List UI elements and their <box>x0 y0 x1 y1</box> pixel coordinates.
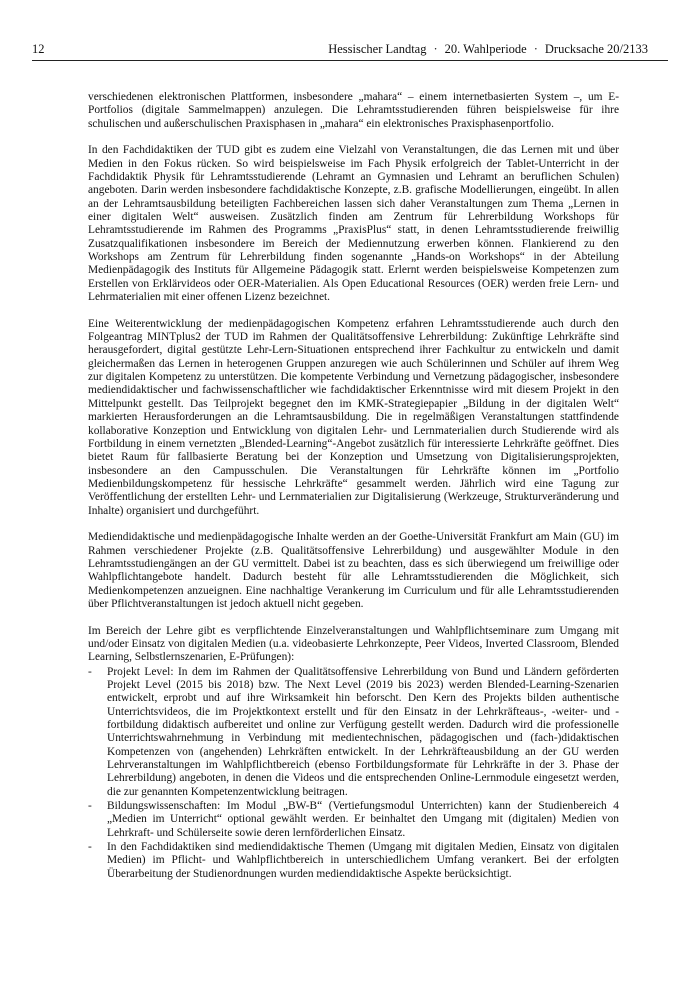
page-number: 12 <box>32 42 45 56</box>
list-dash: - <box>88 841 92 854</box>
list-dash: - <box>88 800 92 813</box>
list-item-text: Bildungswissenschaften: Im Modul „BW-B“ (Vertiefungsmodul Unterrichten) kann der Studienbereich 4 „Medien im Unterricht“ optional gewählt werden. Er beinhaltet den Umgang mit (digitalen) Medien von Lehrkraft- und Schülerseite sowie deren lernförderlichen Einsatz. <box>107 800 619 839</box>
bullet-list <box>88 666 619 882</box>
document-body <box>88 91 619 882</box>
list-dash: - <box>88 665 92 678</box>
list-item-text: Projekt Level: In dem im Rahmen der Qualitätsoffensive Lehrerbildung von Bund und Ländern geförderten Projekt Level (2015 bis 2018) bzw. The Next Level (2019 bis 2023) werden Blended-Learning-Szenarien entwickelt, erprobt und auf ihre Wirksamkeit hin beforscht. Den Kern des Projekts bilden authentische Unterrichtsvideos, die im Projektkontext erstellt und für den Einsatz in der Lehrkräfteaus-, -weiter- und -fortbildung didaktisch aufbereitet und online zur Verfügung gestellt werden. Dadurch wird die professionelle Unterrichtswahrnehmung in Verbindung mit medientechnischen, pädagogischen und (fach-)didaktischen Kompetenzen von (angehenden) Lehrkräften entwickelt. In der Lehrkräfteausbildung an der GU werden Lehrveranstaltungen im Wahlpflichtbereich (ebenso Fortbildungsformate für Lehrkräfte in der 3. Phase der Lehrerbildung) angeboten, in denen die Videos und die entsprechenden Online-Lernmodule eingesetzt werden, die zur genannten Kompetenzentwicklung beitragen. <box>107 665 619 798</box>
page-header <box>32 40 668 61</box>
legislative-period: 20. Wahlperiode <box>444 42 527 56</box>
list-item-projekt-level <box>88 666 619 799</box>
paragraph-fachdidaktiken: In den Fachdidaktiken der TUD gibt es zudem eine Vielzahl von Veranstaltungen, die das Lernen mit und über Medien in den Fokus rücken. So wird beispielsweise im Fach Physik erfolgreich der Tablet-Unterricht in der Fachdidaktik Physik für Lehramtsstudierende (Lehramt an Gymnasien und Lehramt an beruflichen Schulen) angeboten. Darin werden insbesondere fachdidaktische Konzepte, z.B. grafische Modellierungen, eingeübt. In allen an der Lehramtsausbildung beteiligten Fachbereichen lassen sich daher Veranstaltungen zum Thema „Lernen in einer digitalen Welt“ ausweisen. Zusätzlich finden am Zentrum für Lehrerbildung Workshops für Lehramtsstudierende im Rahmen des Programms „PraxisPlus“ statt, in denen Lehramtsstudierende freiwillig Zusatzqualifikationen insbesondere im Bereich der Mediennutzung erwerben können. Flankierend zu den Workshops am Zentrum für Lehrerbildung finden sogenannte „Hands-on Workshops“ in der Abteilung Medienpädagogik des Instituts für Allgemeine Pädagogik statt. Erlernt werden beispielsweise Kompetenzen zum Erstellen von Erklärvideos oder OER-Materialien. Als Open Educational Resources (OER) werden freie Lern- und Lehrmaterialien mit einer offenen Lizenz bezeichnet. <box>88 144 619 304</box>
list-item-text: In den Fachdidaktiken sind mediendidaktische Themen (Umgang mit digitalen Medien, Einsatz von digitalen Medien) im Pflicht- und Wahlpflichtbereich in unterschiedlichem Umfang verankert. Bei der erfolgten Überarbeitung der Studienordnungen wurden mediendidaktische Aspekte berücksichtigt. <box>107 841 619 880</box>
list-item-bildungswissenschaften <box>88 800 619 840</box>
paragraph-lehre-intro: Im Bereich der Lehre gibt es verpflichtende Einzelveranstaltungen und Wahlpflichtseminare zum Umgang mit und/oder Einsatz von digitalen Medien (u.a. videobasierte Lehrkonzepte, Peer Videos, Inverted Classroom, Blended Learning, Selbstlernszenarien, E-Prüfungen): <box>88 624 619 664</box>
header-separator: · <box>533 42 538 56</box>
running-header <box>328 42 648 56</box>
list-item-fachdidaktiken <box>88 841 619 881</box>
document-number: Drucksache 20/2133 <box>544 42 648 56</box>
publisher-name: Hessischer Landtag <box>328 42 427 56</box>
paragraph-goethe-university: Mediendidaktische und medienpädagogische Inhalte werden an der Goethe-Universität Frankfurt am Main (GU) im Rahmen verschiedener Projekte (z.B. Qualitätsoffensive Lehrerbildung) und ausgewählter Module in den Lehramtsstudiengängen an der GU vermittelt. Dabei ist zu beachten, dass es sich überwiegend um freiwillige oder Wahlpflichtangebote handelt. Dadurch besteht für alle Lehramtsstudierenden die Möglichkeit, sich Medienkompetenzen anzueignen. Eine nachhaltige Verankerung im Curriculum und für alle Lehramtsstudierenden über Pflichtveranstaltungen ist jedoch aktuell nicht gegeben. <box>88 531 619 610</box>
paragraph-mintplus2: Eine Weiterentwicklung der medienpädagogischen Kompetenz erfahren Lehramtsstudierende auch durch den Folgeantrag MINTplus2 der TUD im Rahmen der Qualitätsoffensive Lehrerbildung: Zukünftige Lehrkräfte sind herausgefordert, digital gestützte Lehr-Lern-Situationen entsprechend ihrer Fachkultur zu entwickeln und damit gleichermaßen das Lernen in heterogenen Gruppen anzuregen wie auch Schülerinnen und Schüler auf ihrem Weg zur digitalen Kompetenz zu unterstützen. Die kompetente Verbindung und Vernetzung pädagogischer, insbesondere mediendidaktischer und fachwissenschaftlicher wie fachdidaktischer Erkenntnisse wird mit diesem Projekt in den Mittelpunkt gestellt. Das Teilprojekt begegnet den im KMK-Strategiepapier „Bildung in der digitalen Welt“ markierten Herausforderungen an die Lehramtsausbildung. Die in regelmäßigen Veranstaltungen stattfindende kollaborative Konzeption und Entwicklung von digitalen Lehr- und Lernmaterialien durch Studierende wird als Fortbildung in einem vernetzten „Blended-Learning“-Angebot zusätzlich für interessierte Lehrkräfte geöffnet. Dies bietet Raum für fallbasierte Beratung bei der Konzeption und Umsetzung von Digitalisierungsprojekten, insbesondere an den Campusschulen. Die Veranstaltungen für Lehrkräfte können im „Portfolio Medienbildungskompetenz für hessische Lehrkräfte“ gesammelt werden. Jährlich wird eine Tagung zur Veröffentlichung der erstellten Lehr- und Lernmaterialien zur Digitalisierung (Werkzeuge, Strukturveränderung und Inhalte) organisiert und durchgeführt. <box>88 317 619 517</box>
header-separator: · <box>433 42 438 56</box>
paragraph-eportfolio: verschiedenen elektronischen Plattformen, insbesondere „mahara“ – einem internetbasierten System –, um E-Portfolios (digitale Sammelmappen) anzulegen. Die Lehramtsstudierenden führen beispielsweise für ihre schulischen und außerschulischen Praxisphasen in „mahara“ ein elektronisches Praxisphasenportfolio. <box>88 91 619 130</box>
